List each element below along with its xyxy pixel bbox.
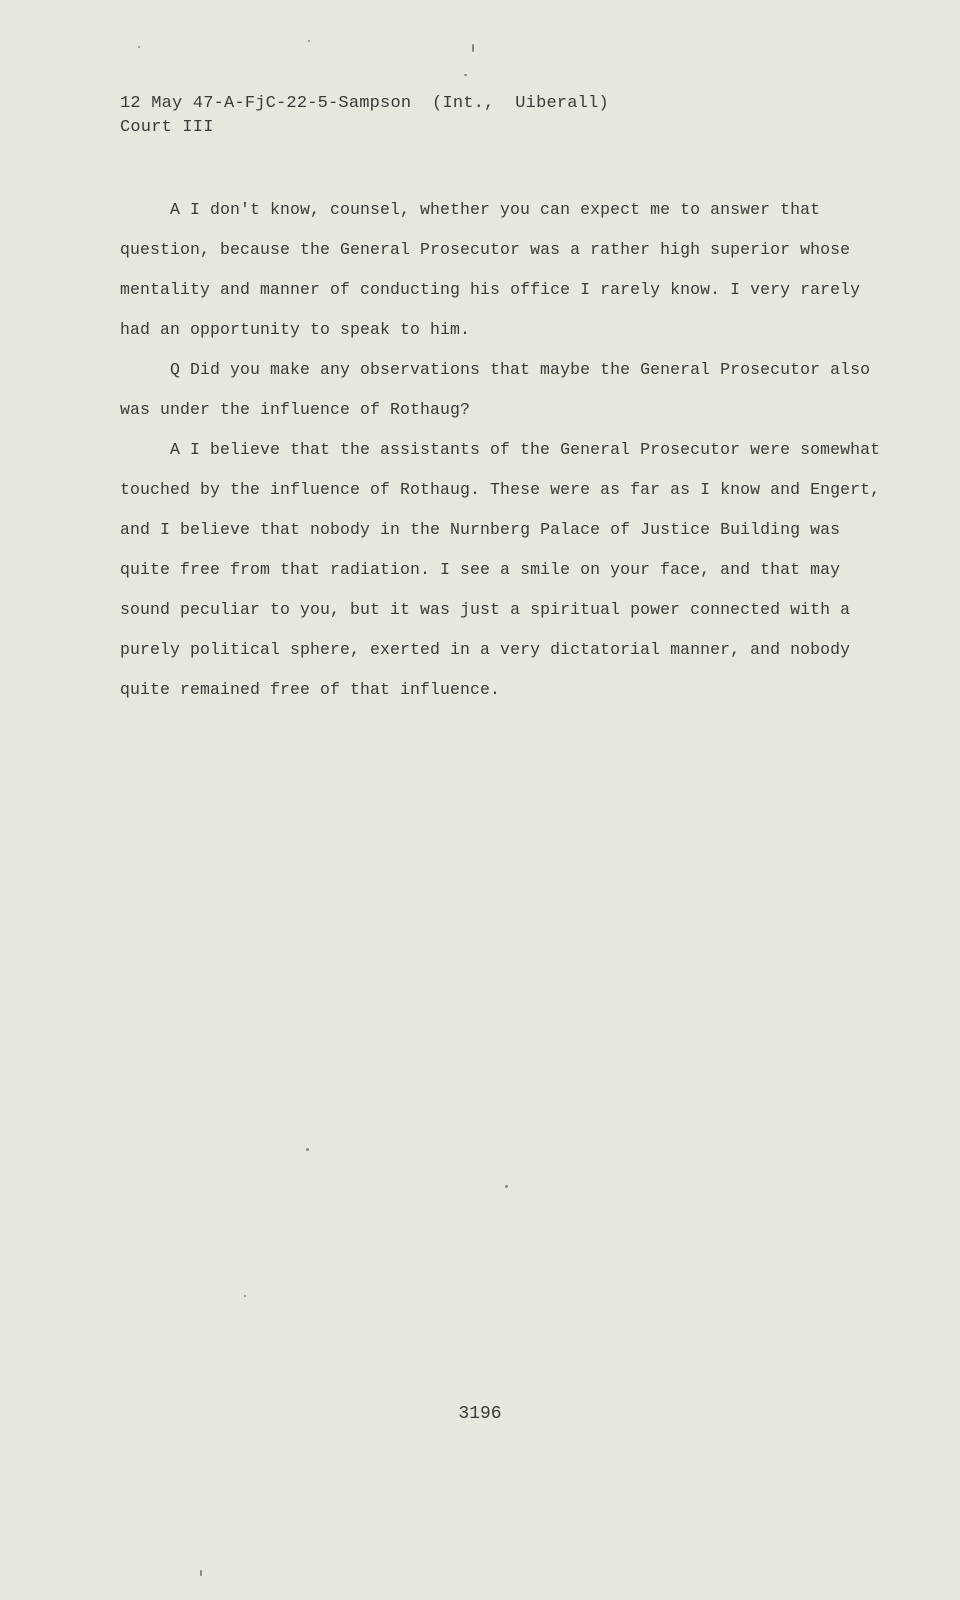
transcript-paragraph-answer-1: A I don't know, counsel, whether you can expect me to answer that question, because the General Prosecutor was a rather high superior whose mentality and manner of conducting his office I rarely know. I very rarely had an opportunity to speak to him. [120,200,861,339]
paper-speck [138,46,140,48]
paper-speck [308,40,310,42]
transcript-paragraph-answer-2: A I believe that the assistants of the General Prosecutor were somewhat touched by the influence of Rothaug. These were as far as I know and Engert, and I believe that nobody in the Nurnberg Palace of Justice Building was quite free from that radiation. I see a smile on your face, and that may sound peculiar to you, but it was just a spiritual power connected with a purely political sphere, exerted in a very dictatorial manner, and nobody quite remained free of that influence. [120,440,881,699]
transcript-body [120,190,890,710]
paper-speck [464,74,467,76]
paper-speck [200,1570,202,1576]
transcript-paragraph-question-1: Q Did you make any observations that maybe the General Prosecutor also was under the influence of Rothaug? [120,360,871,419]
header-court-line: Court III [120,118,214,137]
paper-speck [244,1295,246,1297]
header-reference-line: 12 May 47-A-FjC-22-5-Sampson (Int., Uiberall) [120,94,609,113]
document-header [120,92,609,140]
paper-speck [306,1148,309,1151]
paper-speck [472,44,474,52]
paper-speck [505,1185,508,1188]
page-number: 3196 [458,1404,502,1424]
